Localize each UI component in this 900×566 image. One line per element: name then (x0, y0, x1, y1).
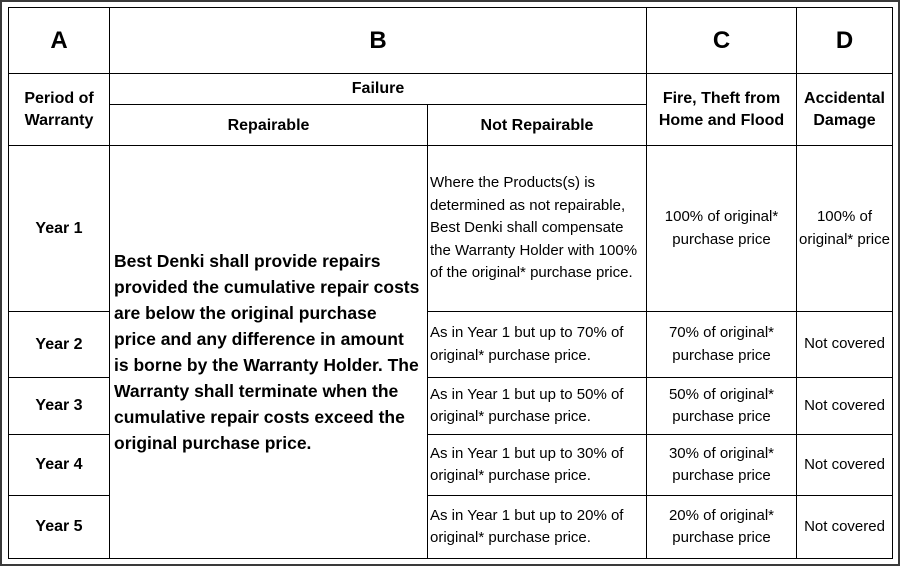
fire-theft-flood-cell: 70% of original* purchase price (647, 312, 797, 378)
table-row (9, 146, 893, 312)
fire-theft-flood-cell: 30% of original* purchase price (647, 435, 797, 496)
fire-theft-flood-cell: 100% of original* purchase price (647, 146, 797, 312)
column-a-heading: A (9, 8, 110, 74)
year-cell: Year 2 (9, 312, 110, 378)
year-cell: Year 4 (9, 435, 110, 496)
not-repairable-cell: Where the Products(s) is determined as not repairable, Best Denki shall compensate the Warranty Holder with 100% of the original* purchase price. (428, 146, 647, 312)
column-d-heading: D (797, 8, 893, 74)
repairable-terms: Best Denki shall provide repairs provided the cumulative repair costs are below the original purchase price and any difference in amount is borne by the Warranty Holder. The Warranty shall terminate when the cumulative repair costs exceed the original purchase price. (110, 146, 428, 559)
accidental-damage-cell: 100% of original* price (797, 146, 893, 312)
period-of-warranty-header: Period of Warranty (9, 74, 110, 146)
warranty-table (8, 7, 893, 559)
column-c-heading: C (647, 8, 797, 74)
not-repairable-cell: As in Year 1 but up to 70% of original* purchase price. (428, 312, 647, 378)
accidental-damage-cell: Not covered (797, 312, 893, 378)
accidental-damage-cell: Not covered (797, 378, 893, 435)
not-repairable-header: Not Repairable (428, 105, 647, 146)
year-cell: Year 5 (9, 496, 110, 559)
column-b-heading: B (110, 8, 647, 74)
fire-theft-flood-cell: 20% of original* purchase price (647, 496, 797, 559)
fire-theft-flood-cell: 50% of original* purchase price (647, 378, 797, 435)
not-repairable-cell: As in Year 1 but up to 30% of original* purchase price. (428, 435, 647, 496)
not-repairable-cell: As in Year 1 but up to 50% of original* purchase price. (428, 378, 647, 435)
accidental-damage-cell: Not covered (797, 435, 893, 496)
failure-header: Failure (110, 74, 647, 105)
fire-theft-flood-header: Fire, Theft from Home and Flood (647, 74, 797, 146)
repairable-header: Repairable (110, 105, 428, 146)
accidental-damage-cell: Not covered (797, 496, 893, 559)
not-repairable-cell: As in Year 1 but up to 20% of original* purchase price. (428, 496, 647, 559)
header-row-failure (9, 74, 893, 105)
year-cell: Year 3 (9, 378, 110, 435)
column-letter-row (9, 8, 893, 74)
accidental-damage-header: Accidental Damage (797, 74, 893, 146)
year-cell: Year 1 (9, 146, 110, 312)
